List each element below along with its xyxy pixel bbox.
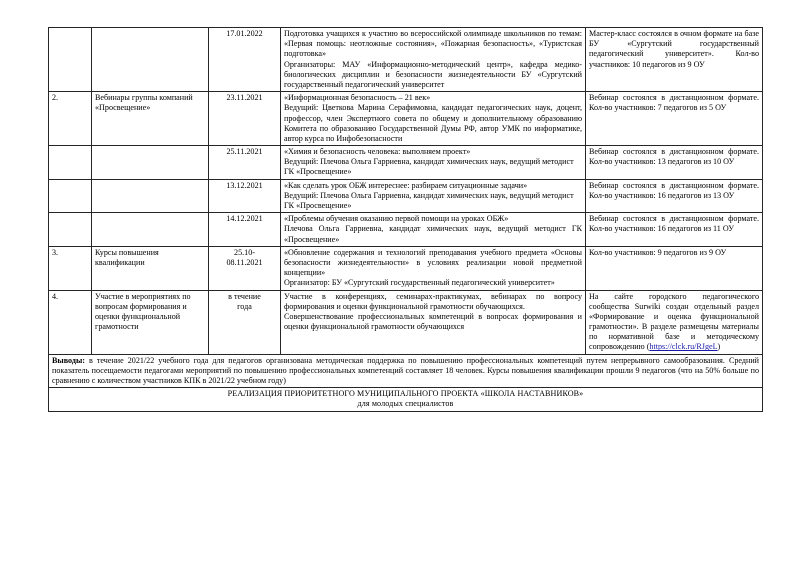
row-date: 13.12.2021 <box>226 180 263 190</box>
row-number-cell <box>49 92 92 146</box>
row-content-paragraph: Участие в конференциях, семинарах-практикумах, вебинарах по вопросу формирования и оценки функциональной грамотности обучающихся. <box>284 291 582 311</box>
row-date-cell <box>209 146 281 180</box>
row-name-cell <box>92 290 209 354</box>
table-row <box>49 28 763 92</box>
row-name-cell <box>92 246 209 290</box>
row-content-paragraph: Плечова Ольга Гарриевна, кандидат химических наук, ведущий методист ГК «Просвещение» <box>284 224 582 244</box>
project-subtitle: для молодых специалистов <box>357 399 454 409</box>
row-date-cell <box>209 179 281 213</box>
row-date-cell <box>209 290 281 354</box>
row-result-text: На сайте городского педагогического сообщества Surwiki создан отдельный раздел «Формирование и оценка функциональной грамотности». В разделе размещены материалы по нормативной базе и методическому сопровождению ( <box>589 291 759 352</box>
project-title-row <box>49 388 763 411</box>
row-result-paragraph: Вебинар состоялся в дистанционном формате. Кол-во участников: 16 педагогов из 11 ОУ <box>589 214 759 234</box>
conclusion-cell <box>49 354 763 388</box>
row-date-cell <box>209 246 281 290</box>
row-number-cell <box>49 179 92 213</box>
row-result-paragraph: Вебинар состоялся в дистанционном формате. Кол-во участников: 16 педагогов из 13 ОУ <box>589 180 759 200</box>
row-date-cell <box>209 213 281 247</box>
conclusion-paragraph <box>52 356 759 387</box>
row-name-cell <box>92 179 209 213</box>
row-name: Вебинары группы компаний «Просвещение» <box>95 93 193 113</box>
row-result-cell <box>586 246 763 290</box>
row-date: 25.11.2021 <box>226 147 263 157</box>
row-number-cell <box>49 246 92 290</box>
row-number-cell <box>49 28 92 92</box>
table-row <box>49 290 763 354</box>
activities-table <box>48 27 763 412</box>
activities-table-body <box>49 28 763 412</box>
row-name: Участие в мероприятиях по вопросам формирования и оценки функциональной грамотности <box>95 291 191 332</box>
row-name-cell <box>92 28 209 92</box>
row-content-paragraph: Организатор: БУ «Сургутский государственный педагогический университет» <box>284 278 555 288</box>
project-title-cell <box>49 388 763 411</box>
row-result-paragraph: Вебинар состоялся в дистанционном формате. Кол-во участников: 13 педагогов из 10 ОУ <box>589 147 759 167</box>
table-row <box>49 92 763 146</box>
row-content-cell <box>281 146 586 180</box>
row-content-cell <box>281 92 586 146</box>
conclusion-row <box>49 354 763 388</box>
surwiki-link[interactable]: https://clck.ru/RJgeL <box>649 342 718 352</box>
conclusion-text: в течение 2021/22 учебного года для педагогов организована методическая поддержка по повышению профессиональных компетенций путем непрерывного самообразования. Средний показатель посещаемости педагогами мероприятий по повышению профессиональных компетенций составляет 18 человек. Курсы повышения квалификации прошли 9 педагогов (что на 50% больше по сравнению с количеством участников КПК в 2021/22 учебном году) <box>52 355 759 385</box>
row-content-title: «Химия и безопасность человека: выполняем проект» <box>284 147 471 157</box>
row-content-cell <box>281 213 586 247</box>
row-content-cell <box>281 179 586 213</box>
table-row <box>49 246 763 290</box>
row-date-cell <box>209 28 281 92</box>
row-date-cell <box>209 92 281 146</box>
row-content-paragraph: Ведущий: Плечова Ольга Гарриевна, кандидат химических наук, ведущий методист ГК «Просвещение» <box>284 157 574 177</box>
row-result-cell <box>586 179 763 213</box>
row-content-title: «Как сделать урок ОБЖ интереснее: разбираем ситуационные задачи» <box>284 180 528 190</box>
row-content-cell <box>281 290 586 354</box>
row-date: 17.01.2022 <box>226 29 263 38</box>
row-result-cell <box>586 146 763 180</box>
conclusion-label: Выводы: <box>52 355 85 365</box>
row-number-cell <box>49 146 92 180</box>
row-result-text-tail: ) <box>717 342 721 352</box>
row-number: 4. <box>52 291 59 301</box>
row-number-cell <box>49 213 92 247</box>
project-title: РЕАЛИЗАЦИЯ ПРИОРИТЕТНОГО МУНИЦИПАЛЬНОГО ПРОЕКТА «ШКОЛА НАСТАВНИКОВ» <box>227 389 584 399</box>
row-content-paragraph: Организаторы: МАУ «Информационно-методический центр», кафедра медико-биологических дисциплин и безопасности жизнедеятельности БУ «Сургутский государственный педагогический университет <box>284 59 582 89</box>
row-content-paragraph: Совершенствование профессиональных компетенций в вопросах формирования и оценки функциональной грамотности обучающихся <box>284 311 582 332</box>
row-date: в течение <box>228 291 261 301</box>
row-content-title: «Проблемы обучения оказанию первой помощи на уроках ОБЖ» <box>284 214 509 224</box>
row-result-paragraph: Вебинар состоялся в дистанционном формате. Кол-во участников: 7 педагогов из 5 ОУ <box>589 93 759 113</box>
row-date: 25.10- <box>234 247 255 257</box>
row-date: 14.12.2021 <box>226 214 263 224</box>
row-content-title: «Обновление содержания и технологий преподавания учебного предмета «Основы безопасности жизнедеятельности» в условиях реализации новой предметной концепции» <box>284 247 582 278</box>
row-date-second-line: 08.11.2021 <box>226 257 263 267</box>
row-content-paragraph: Ведущий: Плечова Ольга Гарриевна, кандидат химических наук, ведущий методист ГК «Просвещение» <box>284 190 574 210</box>
row-name-cell <box>92 146 209 180</box>
row-result-cell <box>586 92 763 146</box>
row-content-cell <box>281 28 586 92</box>
row-content-cell <box>281 246 586 290</box>
row-date-second-line: года <box>237 301 252 311</box>
row-result-cell <box>586 28 763 92</box>
row-date: 23.11.2021 <box>226 93 263 103</box>
table-row <box>49 213 763 247</box>
row-name-cell <box>92 92 209 146</box>
row-content-title: «Информационная безопасность – 21 век» <box>284 93 431 103</box>
row-name: Курсы повышения квалификации <box>95 247 159 267</box>
row-result-cell <box>586 213 763 247</box>
table-row <box>49 146 763 180</box>
row-number: 3. <box>52 247 59 257</box>
row-number-cell <box>49 290 92 354</box>
row-number: 2. <box>52 93 59 103</box>
row-result-paragraph: Мастер-класс состоялся в очном формате на базе БУ «Сургутский государственный педагогический университет». Кол-во участников: 10 педагогов из 9 ОУ <box>589 29 759 69</box>
row-result-cell <box>586 290 763 354</box>
row-content-paragraph: Ведущий: Цветкова Марина Серафимовна, кандидат педагогических наук, доцент, профессор, член Экспертного совета по общему и дополнительному образованию Комитета по образованию Государственной Думы РФ, автор УМК по информатике, автор курса по Инфобезопасности <box>284 103 582 143</box>
row-result-paragraph <box>589 292 759 353</box>
row-content-paragraph: Подготовка учащихся к участию во всероссийской олимпиаде школьников по темам: «Первая помощь: неотложные состояния», «Пожарная безопасность», «Туристская подготовка» <box>284 29 582 59</box>
row-result-paragraph: Кол-во участников: 9 педагогов из 9 ОУ <box>589 247 727 257</box>
table-row <box>49 179 763 213</box>
row-name-cell <box>92 213 209 247</box>
